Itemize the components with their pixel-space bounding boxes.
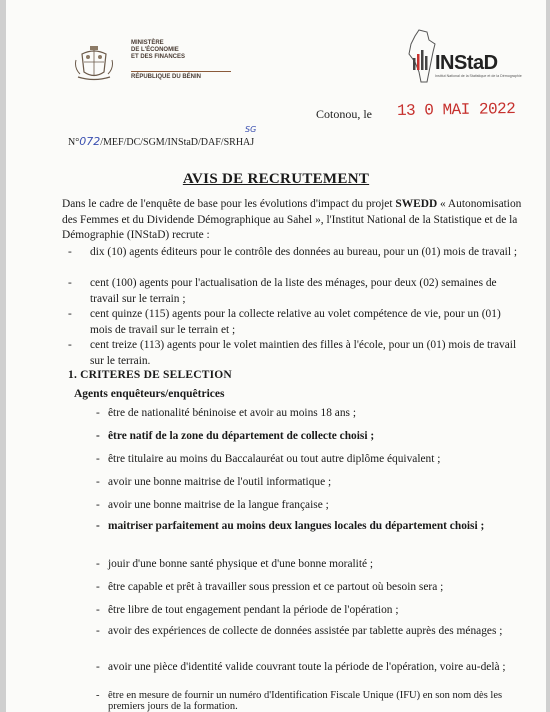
document-page — [6, 0, 546, 712]
recruitment-item: - cent treize (113) agents pour le volet maintien des filles à l'école, pour un (01) mois de travail sur le terrain. — [68, 338, 523, 369]
criterion-text: être natif de la zone du département de collecte choisi ; — [108, 430, 375, 442]
instad-logo-subtitle: Institut National de la Statistique et de la Démographie — [435, 74, 522, 78]
criterion-item: - être titulaire au moins du Baccalauréat ou tout autre diplôme équivalent ; — [96, 452, 526, 468]
criterion-text: être capable et prêt à travailler sous pression et ce partout où besoin sera ; — [108, 581, 444, 593]
page-title — [6, 171, 546, 188]
country-name: RÉPUBLIQUE DU BÉNIN — [131, 74, 202, 80]
criterion-text: avoir une pièce d'identité valide couvrant toute la période de l'opération, voire au-delà ; — [108, 661, 506, 673]
intro-project-name: SWEDD — [395, 198, 438, 210]
ministry-name — [131, 40, 185, 61]
criterion-item: - être libre de tout engagement pendant la période de l'opération ; — [96, 603, 526, 619]
criterion-text: avoir une bonne maitrise de la langue française ; — [108, 499, 329, 511]
reference-handwritten-number: 072 — [79, 135, 101, 148]
criterion-text: être titulaire au moins du Baccalauréat ou tout autre diplôme équivalent ; — [108, 453, 441, 465]
criterion-text: être libre de tout engagement pendant la période de l'opération ; — [108, 604, 399, 616]
criterion-text: être en mesure de fournir un numéro d'Identification Fiscale Unique (IFU) en son nom dès les premiers jours de la formation. — [108, 690, 503, 712]
criterion-item: - jouir d'une bonne santé physique et d'une bonne moralité ; — [96, 557, 526, 573]
reference-prefix: N° — [68, 137, 80, 148]
recruitment-item: - dix (10) agents éditeurs pour le contrôle des données au bureau, pour un (01) mois de travail ; — [68, 245, 523, 261]
recruitment-item-text: cent treize (113) agents pour le volet maintien des filles à l'école, pour un (01) mois de travail sur le terrain. — [90, 339, 517, 367]
ministry-line-1: MINISTÈRE — [131, 40, 164, 46]
criterion-text: avoir une bonne maitrise de l'outil informatique ; — [108, 476, 332, 488]
criterion-item: - maitriser parfaitement au moins deux langues locales du département choisi ; — [96, 519, 526, 535]
page-title-text: AVIS DE RECRUTEMENT — [182, 171, 370, 187]
criterion-item: - être en mesure de fournir un numéro d'Identification Fiscale Unique (IFU) en son nom dès les premiers jours de la formation. — [96, 690, 526, 712]
section-title: 1. CRITERES DE SELECTION — [68, 369, 232, 381]
criterion-text: avoir des expériences de collecte de données assistée par tablette auprès des ménages ; — [108, 625, 503, 637]
intro-text-1: Dans le cadre de l'enquête de base pour les évolutions d'impact du projet — [62, 198, 396, 210]
instad-logo-text: INStaD — [435, 52, 498, 74]
criterion-text: jouir d'une bonne santé physique et d'une bonne moralité ; — [108, 558, 374, 570]
intro-text-2: « Autonomisation des Femmes et du Dividende Démographique au Sahel », l'Institut National de la Statistique et de la Démographie (INStaD) recrute : — [62, 198, 522, 241]
section-subtitle: Agents enquêteurs/enquêtrices — [74, 388, 225, 400]
intro-paragraph — [62, 197, 532, 244]
reference-path: /MEF/DC/SGM/INStaD/DAF/SRHAJ — [100, 137, 255, 148]
reference-handwritten-mark: SG — [245, 125, 257, 134]
recruitment-item-text: cent (100) agents pour l'actualisation de la liste des ménages, pour deux (02) semaines de travail sur le terrain ; — [90, 277, 497, 305]
criterion-item: - avoir une bonne maitrise de la langue française ; — [96, 498, 526, 514]
recruitment-item: - cent (100) agents pour l'actualisation de la liste des ménages, pour deux (02) semaines de travail sur le terrain ; — [68, 276, 523, 307]
date-place: Cotonou, le — [316, 107, 372, 121]
criterion-item: - être capable et prêt à travailler sous pression et ce partout où besoin sera ; — [96, 580, 526, 596]
benin-coat-of-arms-icon — [74, 46, 114, 82]
ministry-divider — [131, 71, 231, 72]
criterion-text: maitriser parfaitement au moins deux langues locales du département choisi ; — [108, 520, 485, 532]
criterion-item: - être natif de la zone du département de collecte choisi ; — [96, 429, 526, 445]
reference-number — [68, 125, 257, 148]
criterion-item: - avoir une pièce d'identité valide couvrant toute la période de l'opération, voire au-delà ; — [96, 660, 526, 675]
criterion-item: - avoir des expériences de collecte de données assistée par tablette auprès des ménages ; — [96, 624, 526, 640]
recruitment-item-text: dix (10) agents éditeurs pour le contrôle des données au bureau, pour un (01) mois de travail ; — [90, 246, 518, 258]
recruitment-item-text: cent quinze (115) agents pour la collecte relative au volet compétence de vie, pour un (01) mois de travail sur le terrain et ; — [90, 308, 501, 336]
criterion-text: être de nationalité béninoise et avoir au moins 18 ans ; — [108, 407, 356, 419]
recruitment-item: - cent quinze (115) agents pour la collecte relative au volet compétence de vie, pour un (01) mois de travail sur le terrain et ; — [68, 307, 523, 338]
ministry-line-2: DE L'ÉCONOMIE — [131, 47, 179, 53]
criterion-item: - avoir une bonne maitrise de l'outil informatique ; — [96, 475, 526, 491]
ministry-line-3: ET DES FINANCES — [131, 54, 186, 60]
criterion-item: - être de nationalité béninoise et avoir au moins 18 ans ; — [96, 406, 526, 422]
date-stamp: 13 0 MAI 2022 — [396, 99, 516, 121]
instad-logo — [401, 28, 521, 88]
